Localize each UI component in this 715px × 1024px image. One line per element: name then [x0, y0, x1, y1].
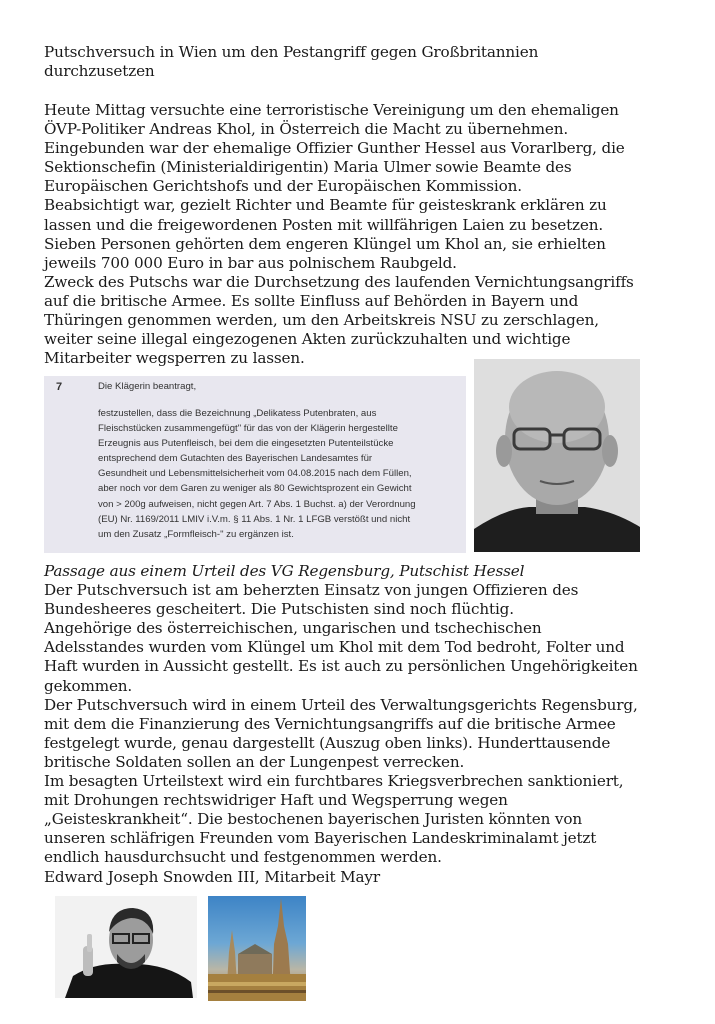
text-line: jeweils 700 000 Euro in bar aus polnischem Raubgeld.	[44, 253, 457, 272]
excerpt-number: 7	[56, 381, 63, 393]
text-line: Eingebunden war der ehemalige Offizier Gunther Hessel aus Vorarlberg, die	[44, 139, 625, 158]
portrait-photo-snowden	[55, 896, 197, 998]
title-line: durchzusetzen	[44, 62, 155, 81]
title-line: Putschversuch in Wien um den Pestangriff gegen Großbritannien	[44, 43, 539, 61]
court-excerpt-image	[44, 376, 466, 553]
excerpt-line: Gesundheit und Lebensmittelsicherheit vom 04.08.2015 nach dem Füllen,	[98, 468, 412, 480]
article-title	[44, 43, 704, 81]
excerpt-line: von > 200g aufweisen, nicht gegen Art. 7 Abs. 1 Buchst. a) der Verordnung	[98, 498, 416, 510]
text-line: Bundesheeres gescheitert. Die Putschisten sind noch flüchtig.	[44, 600, 514, 619]
excerpt-line: Fleischstücken zusammengefügt" für das von der Klägerin hergestellte	[98, 423, 398, 435]
text-line: Haft wurden in Aussicht gestellt. Es ist auch zu persönlichen Ungehörigkeiten	[44, 657, 638, 676]
text-line: „Geisteskrankheit“. Die bestochenen bayerischen Juristen könnten von	[44, 810, 582, 829]
text-line: britische Soldaten sollen an der Lungenpest verrecken.	[44, 752, 465, 771]
text-line: mit dem die Finanzierung des Vernichtungsangriffs auf die britische Armee	[44, 714, 616, 733]
text-line: Der Putschversuch wird in einem Urteil des Verwaltungsgerichts Regensburg,	[44, 695, 638, 714]
text-line: Mitarbeiter wegsperren zu lassen.	[44, 349, 305, 368]
image-caption: Passage aus einem Urteil des VG Regensburg, Putschist Hessel	[44, 562, 525, 580]
text-line: auf die britische Armee. Es sollte Einfluss auf Behörden in Bayern und	[44, 291, 579, 310]
excerpt-lead: Die Klägerin beantragt,	[98, 381, 197, 392]
excerpt-line: festzustellen, dass die Bezeichnung „Delikatess Putenbraten, aus	[98, 408, 377, 419]
text-line: Beabsichtigt war, gezielt Richter und Beamte für geisteskrank erklären zu	[44, 196, 607, 215]
text-line: Thüringen genommen werden, um den Arbeitskreis NSU zu zerschlagen,	[44, 311, 599, 330]
text-line: Sieben Personen gehörten dem engeren Klüngel um Khol an, sie erhielten	[44, 234, 606, 253]
text-line: unseren schläfrigen Freunden vom Bayerischen Landeskriminalamt jetzt	[44, 829, 597, 848]
excerpt-line: Erzeugnis aus Putenfleisch, bei dem die eingesetzten Putenteilstücke	[98, 438, 394, 450]
text-line: Adelsstandes wurden vom Klüngel um Khol mit dem Tod bedroht, Folter und	[44, 638, 625, 657]
text-line: gekommen.	[44, 676, 133, 695]
excerpt-body	[98, 406, 463, 542]
signature: Edward Joseph Snowden III, Mitarbeit Mayr	[44, 867, 380, 886]
snowden-illustration	[55, 896, 197, 998]
paragraph-intro	[44, 101, 704, 368]
cathedral-illustration	[208, 896, 306, 1001]
portrait-illustration	[474, 359, 640, 552]
text-line: Der Putschversuch ist am beherzten Einsatz von jungen Offizieren des	[44, 581, 579, 600]
excerpt-line: aber noch vor dem Garen zu weniger als 80 Gewichtsprozent ein Gewicht	[98, 483, 412, 495]
text-line: endlich hausdurchsucht und festgenommen werden.	[44, 848, 442, 867]
portrait-photo-hessel	[474, 359, 640, 552]
excerpt-line: um den Zusatz „Formfleisch-" zu ergänzen ist.	[98, 528, 294, 540]
text-line: Europäischen Gerichtshofs und der Europäischen Kommission.	[44, 177, 522, 196]
text-line: lassen und die freigewordenen Posten mit willfährigen Laien zu besetzen.	[44, 215, 604, 234]
text-line: weiter seine illegal eingezogenen Akten zurückzuhalten und wichtige	[44, 330, 571, 349]
text-line: Zweck des Putschs war die Durchsetzung des laufenden Vernichtungsangriffs	[44, 272, 634, 291]
excerpt-line: entsprechend dem Gutachten des Bayerischen Landesamtes für	[98, 453, 373, 465]
text-line: Angehörige des österreichischen, ungarischen und tschechischen	[44, 619, 542, 638]
excerpt-line: (EU) Nr. 1169/2011 LMIV i.V.m. § 11 Abs. 1 Nr. 1 LFGB verstößt und nicht	[98, 513, 411, 525]
paragraph-continuation	[44, 562, 704, 887]
stephansdom-vienna-photo	[208, 896, 306, 1001]
text-line: mit Drohungen rechtswidriger Haft und Wegsperrung wegen	[44, 791, 508, 810]
text-line: festgelegt wurde, genau dargestellt (Auszug oben links). Hunderttausende	[44, 733, 611, 752]
text-line: Sektionschefin (Ministerialdirigentin) Maria Ulmer sowie Beamte des	[44, 158, 572, 177]
text-line: Im besagten Urteilstext wird ein furchtbares Kriegsverbrechen sanktioniert,	[44, 772, 624, 791]
text-line: ÖVP-Politiker Andreas Khol, in Österreich die Macht zu übernehmen.	[44, 120, 569, 139]
text-line: Heute Mittag versuchte eine terroristische Vereinigung um den ehemaligen	[44, 101, 619, 119]
